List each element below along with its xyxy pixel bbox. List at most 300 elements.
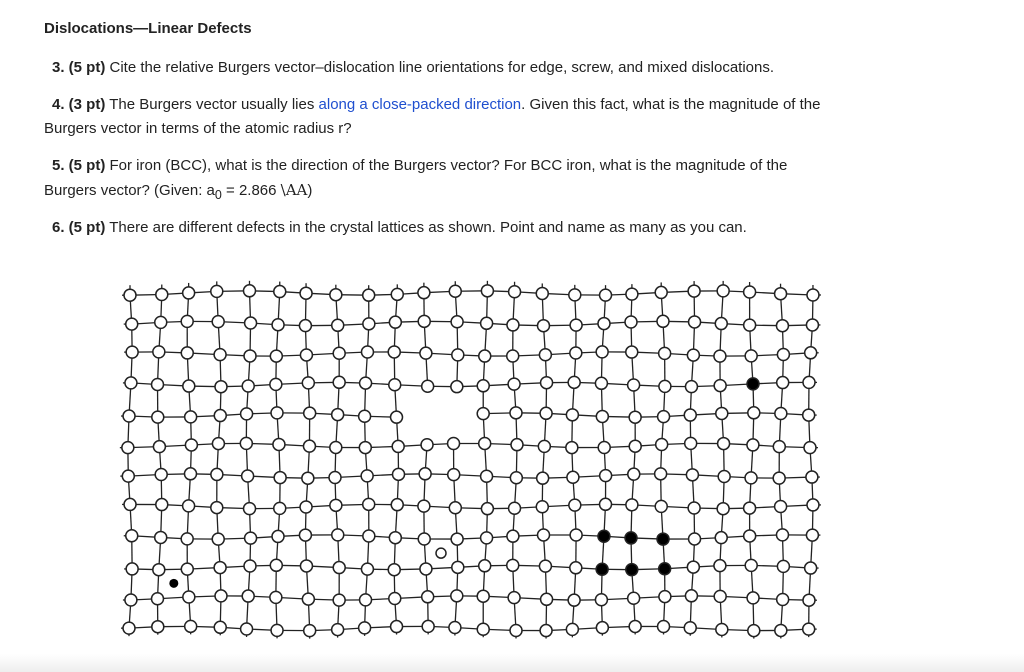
host-atom — [155, 469, 167, 481]
host-atom — [392, 440, 404, 452]
host-atom — [655, 500, 667, 512]
host-atom — [214, 349, 226, 361]
host-atom — [419, 468, 431, 480]
host-atom — [422, 591, 434, 603]
host-atom — [122, 470, 134, 482]
self-interstitial-atom — [436, 548, 446, 558]
host-atom — [185, 620, 197, 632]
host-atom — [389, 532, 401, 544]
host-atom — [481, 317, 493, 329]
host-atom — [451, 533, 463, 545]
bottom-shadow — [0, 654, 1024, 672]
host-atom — [718, 471, 730, 483]
host-atom — [715, 318, 727, 330]
host-atom — [629, 620, 641, 632]
host-atom — [393, 468, 405, 480]
question-4 — [44, 93, 904, 141]
host-atom — [391, 411, 403, 423]
host-atom — [745, 472, 757, 484]
host-atom — [270, 350, 282, 362]
host-atom — [625, 316, 637, 328]
host-atom — [626, 499, 638, 511]
host-atom — [776, 320, 788, 332]
host-atom — [773, 472, 785, 484]
host-atom — [303, 440, 315, 452]
host-atom — [658, 620, 670, 632]
host-atom — [481, 285, 493, 297]
substitutional-impurity-atom — [657, 533, 669, 545]
host-atom — [241, 623, 253, 635]
angstrom-unit: \AA — [280, 181, 308, 199]
host-atom — [449, 622, 461, 634]
host-atom — [244, 503, 256, 515]
host-atom — [152, 411, 164, 423]
host-atom — [126, 346, 138, 358]
host-atom — [714, 350, 726, 362]
host-atom — [299, 320, 311, 332]
host-atom — [181, 563, 193, 575]
question-4-number: 4. (3 pt) — [52, 96, 106, 113]
host-atom — [477, 408, 489, 420]
question-5-text-line2: Burgers vector? (Given: a — [44, 182, 215, 199]
host-atom — [300, 349, 312, 361]
host-atom — [360, 594, 372, 606]
host-atom — [299, 529, 311, 541]
host-atom — [389, 379, 401, 391]
host-atom — [124, 498, 136, 510]
host-atom — [747, 592, 759, 604]
host-atom — [270, 591, 282, 603]
host-atom — [511, 439, 523, 451]
host-atom — [479, 560, 491, 572]
host-atom — [569, 499, 581, 511]
host-atom — [806, 529, 818, 541]
host-atom — [153, 346, 165, 358]
host-atom — [183, 287, 195, 299]
host-atom — [153, 441, 165, 453]
host-atom — [183, 591, 195, 603]
host-atom — [333, 594, 345, 606]
host-atom — [448, 469, 460, 481]
question-5-text-line1: For iron (BCC), what is the direction of the Burgers vector? For BCC iron, what is the magnitude of the — [109, 157, 788, 174]
host-atom — [421, 439, 433, 451]
host-atom — [714, 560, 726, 572]
host-atom — [508, 378, 520, 390]
host-atom — [332, 624, 344, 636]
question-4-text-line2: Burgers vector in terms of the atomic radius r? — [44, 120, 352, 137]
host-atom — [566, 409, 578, 421]
host-atom — [806, 471, 818, 483]
host-atom — [122, 442, 134, 454]
host-atom — [126, 563, 138, 575]
host-atom — [243, 285, 255, 297]
host-atom — [245, 532, 257, 544]
question-3 — [44, 56, 904, 80]
host-atom — [777, 560, 789, 572]
host-atom — [422, 380, 434, 392]
substitutional-impurity-atom — [596, 563, 608, 575]
host-atom — [359, 410, 371, 422]
substitutional-impurity-atom — [659, 563, 671, 575]
host-atom — [124, 289, 136, 301]
host-atom — [684, 409, 696, 421]
host-atom — [151, 593, 163, 605]
host-atom — [270, 378, 282, 390]
host-atom — [211, 285, 223, 297]
host-atom — [242, 380, 254, 392]
substitutional-impurity-atom — [598, 530, 610, 542]
host-atom — [658, 411, 670, 423]
host-atom — [566, 442, 578, 454]
host-atom — [570, 562, 582, 574]
host-atom — [420, 347, 432, 359]
host-atom — [600, 289, 612, 301]
host-atom — [211, 468, 223, 480]
host-atom — [185, 439, 197, 451]
question-4-text-before: The Burgers vector usually lies — [109, 96, 315, 113]
host-atom — [300, 287, 312, 299]
host-atom — [333, 562, 345, 574]
host-atom — [302, 377, 314, 389]
host-atom — [773, 441, 785, 453]
host-atom — [509, 502, 521, 514]
close-packed-direction-link[interactable]: along a close-packed direction — [318, 96, 522, 113]
host-atom — [536, 501, 548, 513]
host-atom — [776, 529, 788, 541]
host-atom — [361, 346, 373, 358]
host-atom — [359, 442, 371, 454]
host-atom — [777, 594, 789, 606]
host-atom — [273, 438, 285, 450]
host-atom — [626, 288, 638, 300]
host-atom — [566, 623, 578, 635]
host-atom — [448, 437, 460, 449]
host-atom — [152, 378, 164, 390]
question-5-paren: ) — [307, 182, 313, 199]
host-atom — [242, 590, 254, 602]
host-atom — [777, 377, 789, 389]
host-atom — [687, 561, 699, 573]
host-atom — [240, 437, 252, 449]
host-atom — [715, 532, 727, 544]
host-atom — [748, 407, 760, 419]
host-atom — [507, 350, 519, 362]
host-atom — [418, 287, 430, 299]
host-atom — [538, 440, 550, 452]
host-atom — [807, 499, 819, 511]
host-atom — [477, 380, 489, 392]
host-atom — [481, 532, 493, 544]
host-atom — [214, 562, 226, 574]
host-atom — [214, 621, 226, 633]
host-atom — [628, 379, 640, 391]
host-atom — [629, 411, 641, 423]
host-atom — [541, 593, 553, 605]
host-atom — [481, 503, 493, 515]
host-atom — [803, 409, 815, 421]
host-atom — [272, 319, 284, 331]
host-atom — [271, 624, 283, 636]
host-atom — [329, 471, 341, 483]
host-atom — [656, 438, 668, 450]
host-atom — [212, 438, 224, 450]
host-atom — [775, 407, 787, 419]
host-atom — [537, 320, 549, 332]
question-3-number: 3. (5 pt) — [52, 59, 106, 76]
host-atom — [804, 442, 816, 454]
host-atom — [420, 563, 432, 575]
host-atom — [451, 590, 463, 602]
host-atom — [570, 347, 582, 359]
host-atom — [595, 594, 607, 606]
host-atom — [803, 623, 815, 635]
host-atom — [333, 347, 345, 359]
host-atom — [449, 285, 461, 297]
host-atom — [570, 319, 582, 331]
host-atom — [244, 560, 256, 572]
host-atom — [184, 468, 196, 480]
host-atom — [655, 468, 667, 480]
host-atom — [332, 319, 344, 331]
host-atom — [388, 564, 400, 576]
host-atom — [123, 410, 135, 422]
question-6-number: 6. (5 pt) — [52, 219, 106, 236]
host-atom — [595, 377, 607, 389]
host-atom — [687, 349, 699, 361]
crystal-lattice-figure — [118, 275, 838, 645]
host-atom — [568, 594, 580, 606]
host-atom — [685, 437, 697, 449]
host-atom — [805, 562, 817, 574]
host-atom — [688, 502, 700, 514]
host-atom — [716, 407, 728, 419]
host-atom — [777, 348, 789, 360]
host-atom — [568, 376, 580, 388]
host-atom — [304, 625, 316, 637]
host-atom — [600, 498, 612, 510]
host-atom — [479, 350, 491, 362]
host-atom — [333, 376, 345, 388]
host-atom — [153, 564, 165, 576]
host-atom — [629, 440, 641, 452]
host-atom — [181, 533, 193, 545]
host-atom — [363, 498, 375, 510]
host-atom — [300, 501, 312, 513]
host-atom — [155, 316, 167, 328]
question-5 — [44, 154, 904, 207]
host-atom — [598, 441, 610, 453]
host-atom — [211, 502, 223, 514]
host-atom — [274, 502, 286, 514]
host-atom — [747, 439, 759, 451]
host-atom — [360, 377, 372, 389]
host-atom — [330, 289, 342, 301]
host-atom — [245, 317, 257, 329]
host-atom — [567, 471, 579, 483]
host-atom — [714, 380, 726, 392]
host-atom — [596, 346, 608, 358]
host-atom — [418, 315, 430, 327]
host-atom — [744, 319, 756, 331]
host-atom — [714, 590, 726, 602]
host-atom — [422, 620, 434, 632]
host-atom — [302, 593, 314, 605]
host-atom — [363, 530, 375, 542]
host-atom — [744, 530, 756, 542]
host-atom — [659, 380, 671, 392]
host-atom — [628, 468, 640, 480]
host-atom — [300, 560, 312, 572]
host-atom — [126, 318, 138, 330]
host-atom — [507, 530, 519, 542]
host-atom — [655, 286, 667, 298]
host-atom — [596, 410, 608, 422]
host-atom — [302, 472, 314, 484]
host-atom — [418, 500, 430, 512]
host-atom — [803, 376, 815, 388]
host-atom — [596, 622, 608, 634]
host-atom — [391, 499, 403, 511]
host-atom — [717, 285, 729, 297]
question-4-text-after: . Given this fact, what is the magnitude of the — [521, 96, 821, 113]
host-atom — [270, 559, 282, 571]
host-atom — [684, 622, 696, 634]
host-atom — [748, 625, 760, 637]
host-atom — [451, 381, 463, 393]
host-atom — [123, 622, 135, 634]
host-atom — [332, 409, 344, 421]
host-atom — [183, 380, 195, 392]
host-atom — [452, 349, 464, 361]
host-atom — [659, 347, 671, 359]
host-atom — [330, 441, 342, 453]
host-atom — [418, 533, 430, 545]
host-atom — [510, 624, 522, 636]
host-atom — [540, 625, 552, 637]
host-atom — [689, 533, 701, 545]
host-atom — [685, 590, 697, 602]
host-atom — [659, 591, 671, 603]
host-atom — [775, 501, 787, 513]
host-atom — [212, 316, 224, 328]
host-atom — [689, 316, 701, 328]
host-atom — [125, 377, 137, 389]
host-atom — [507, 319, 519, 331]
host-atom — [507, 559, 519, 571]
host-atom — [274, 472, 286, 484]
host-atom — [510, 407, 522, 419]
host-atom — [363, 289, 375, 301]
interstitial-impurity-atom — [169, 579, 178, 588]
host-atom — [477, 623, 489, 635]
section-title: Dislocations—Linear Defects — [44, 20, 252, 37]
host-atom — [451, 316, 463, 328]
lattice-param-subscript: 0 — [214, 188, 222, 202]
host-atom — [242, 470, 254, 482]
host-atom — [452, 561, 464, 573]
host-atom — [389, 592, 401, 604]
host-atom — [449, 502, 461, 514]
host-atom — [185, 411, 197, 423]
substitutional-impurity-atom — [625, 532, 637, 544]
host-atom — [155, 531, 167, 543]
host-atom — [537, 472, 549, 484]
host-atom — [304, 407, 316, 419]
host-atom — [538, 529, 550, 541]
substitutional-impurity-atom — [626, 564, 638, 576]
host-atom — [745, 559, 757, 571]
host-atom — [183, 500, 195, 512]
host-atom — [215, 590, 227, 602]
host-atom — [744, 502, 756, 514]
host-atom — [125, 594, 137, 606]
host-atom — [570, 529, 582, 541]
host-atom — [274, 286, 286, 298]
host-atom — [536, 287, 548, 299]
host-atom — [181, 315, 193, 327]
host-atom — [391, 288, 403, 300]
host-atom — [215, 381, 227, 393]
host-atom — [539, 349, 551, 361]
host-atom — [388, 346, 400, 358]
host-atom — [361, 563, 373, 575]
host-atom — [181, 347, 193, 359]
host-atom — [509, 286, 521, 298]
host-atom — [361, 470, 373, 482]
host-atom — [600, 470, 612, 482]
host-atom — [803, 594, 815, 606]
host-atom — [212, 533, 224, 545]
host-atom — [807, 289, 819, 301]
host-atom — [359, 622, 371, 634]
host-atom — [156, 289, 168, 301]
host-atom — [272, 530, 284, 542]
host-atom — [657, 315, 669, 327]
host-atom — [685, 381, 697, 393]
host-atom — [481, 470, 493, 482]
host-atom — [540, 407, 552, 419]
host-atom — [477, 590, 489, 602]
host-atom — [389, 316, 401, 328]
host-atom — [508, 592, 520, 604]
host-atom — [244, 350, 256, 362]
host-atom — [156, 499, 168, 511]
host-atom — [363, 318, 375, 330]
host-atom — [718, 438, 730, 450]
substitutional-impurity-atom — [747, 378, 759, 390]
lattice-param-value: = 2.866 — [221, 182, 281, 199]
host-atom — [717, 503, 729, 515]
host-atom — [688, 285, 700, 297]
host-atom — [332, 529, 344, 541]
host-atom — [126, 530, 138, 542]
host-atom — [805, 347, 817, 359]
host-atom — [775, 288, 787, 300]
host-atom — [271, 407, 283, 419]
host-atom — [330, 499, 342, 511]
host-atom — [214, 410, 226, 422]
question-6 — [44, 216, 904, 240]
host-atom — [539, 560, 551, 572]
host-atom — [806, 319, 818, 331]
question-6-text: There are different defects in the crystal lattices as shown. Point and name as many as you can. — [109, 219, 747, 236]
host-atom — [510, 472, 522, 484]
host-atom — [628, 592, 640, 604]
host-atom — [241, 408, 253, 420]
host-atom — [541, 377, 553, 389]
question-3-text: Cite the relative Burgers vector–dislocation line orientations for edge, screw, and mixed dislocations. — [109, 59, 775, 76]
host-atom — [744, 286, 756, 298]
